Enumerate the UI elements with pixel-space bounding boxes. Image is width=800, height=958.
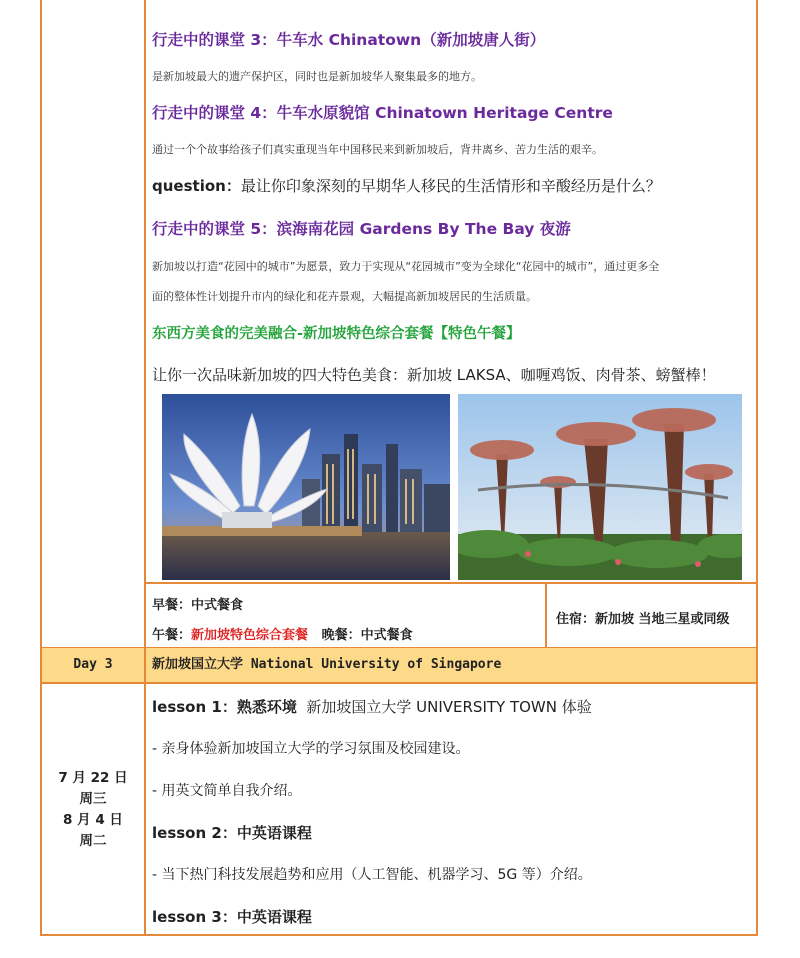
row-divider — [144, 582, 758, 584]
lesson-1-text: 新加坡国立大学 UNIVERSITY TOWN 体验 — [306, 698, 592, 716]
lunch-label: 午餐： — [152, 628, 192, 643]
section-desc-heritage-centre: 通过一个个故事给孩子们真实重现当年中国移民来到新加坡后，背井离乡、苦力生活的艰辛。 — [152, 143, 603, 156]
section-title-heritage-centre: 行走中的课堂 4：牛车水原貌馆 Chinatown Heritage Centre — [152, 104, 613, 122]
lesson-3 — [152, 906, 312, 927]
lesson-1-bullet-1: - 亲身体验新加坡国立大学的学习氛围及校园建设。 — [152, 741, 470, 757]
lunch-desc: 让你一次品味新加坡的四大特色美食：新加坡 LAKSA、咖喱鸡饭、肉骨茶、螃蟹棒！ — [152, 366, 716, 384]
column-divider — [144, 682, 146, 936]
day-label: Day 3 — [73, 657, 113, 672]
lunch-dinner-info — [152, 624, 413, 643]
section-desc-gardens-line2: 面的整体性计划提升市内的绿化和花卉景观，大幅提高新加坡居民的生活质量。 — [152, 290, 537, 303]
date-1: 7 月 22 日 — [58, 770, 128, 786]
lesson-1-bullet-2: - 用英文简单自我介绍。 — [152, 783, 302, 799]
day-dates — [42, 768, 144, 852]
question-line — [152, 175, 661, 196]
lesson-2-label: lesson 2：中英语课程 — [152, 824, 312, 842]
date-2: 8 月 4 日 — [63, 812, 123, 828]
column-divider — [144, 648, 146, 682]
lesson-1-label: lesson 1：熟悉环境 — [152, 698, 297, 716]
section-desc-chinatown: 是新加坡最大的遗产保护区，同时也是新加坡华人聚集最多的地方。 — [152, 70, 482, 83]
meal-lodging-divider — [545, 582, 547, 648]
lesson-2-bullet-1: - 当下热门科技发展趋势和应用（人工智能、机器学习、5G 等）介绍。 — [152, 867, 592, 883]
lesson-1 — [152, 696, 592, 717]
section-desc-gardens-line1: 新加坡以打造“花园中的城市”为愿景，致力于实现从“花园城市”变为全球化“花园中的城市”，通过更多全 — [152, 260, 660, 273]
lodging-info: 住宿：新加坡 当地三星或同级 — [556, 612, 730, 627]
marina-bay-skyline-photo — [162, 394, 450, 580]
section-title-gardens: 行走中的课堂 5：滨海南花园 Gardens By The Bay 夜游 — [152, 220, 571, 238]
lunch-value: 新加坡特色综合套餐 — [191, 628, 309, 643]
day-title: 新加坡国立大学 National University of Singapore — [152, 657, 502, 672]
supertree-grove-photo — [458, 394, 742, 580]
lunch-title: 东西方美食的完美融合-新加坡特色综合套餐【特色午餐】 — [152, 326, 521, 342]
breakfast-info: 早餐：中式餐食 — [152, 598, 244, 613]
question-label: question： — [152, 177, 241, 195]
row-divider — [40, 682, 758, 684]
question-text: 最让你印象深刻的早期华人移民的生活情形和辛酸经历是什么？ — [240, 177, 661, 195]
column-divider — [144, 0, 146, 648]
weekday-1: 周三 — [79, 791, 107, 807]
dinner-info: 晚餐：中式餐食 — [321, 628, 413, 643]
section-title-chinatown: 行走中的课堂 3：牛车水 Chinatown（新加坡唐人街） — [152, 31, 546, 49]
lesson-2 — [152, 822, 312, 843]
weekday-2: 周二 — [79, 833, 107, 849]
lesson-3-label: lesson 3：中英语课程 — [152, 908, 312, 926]
